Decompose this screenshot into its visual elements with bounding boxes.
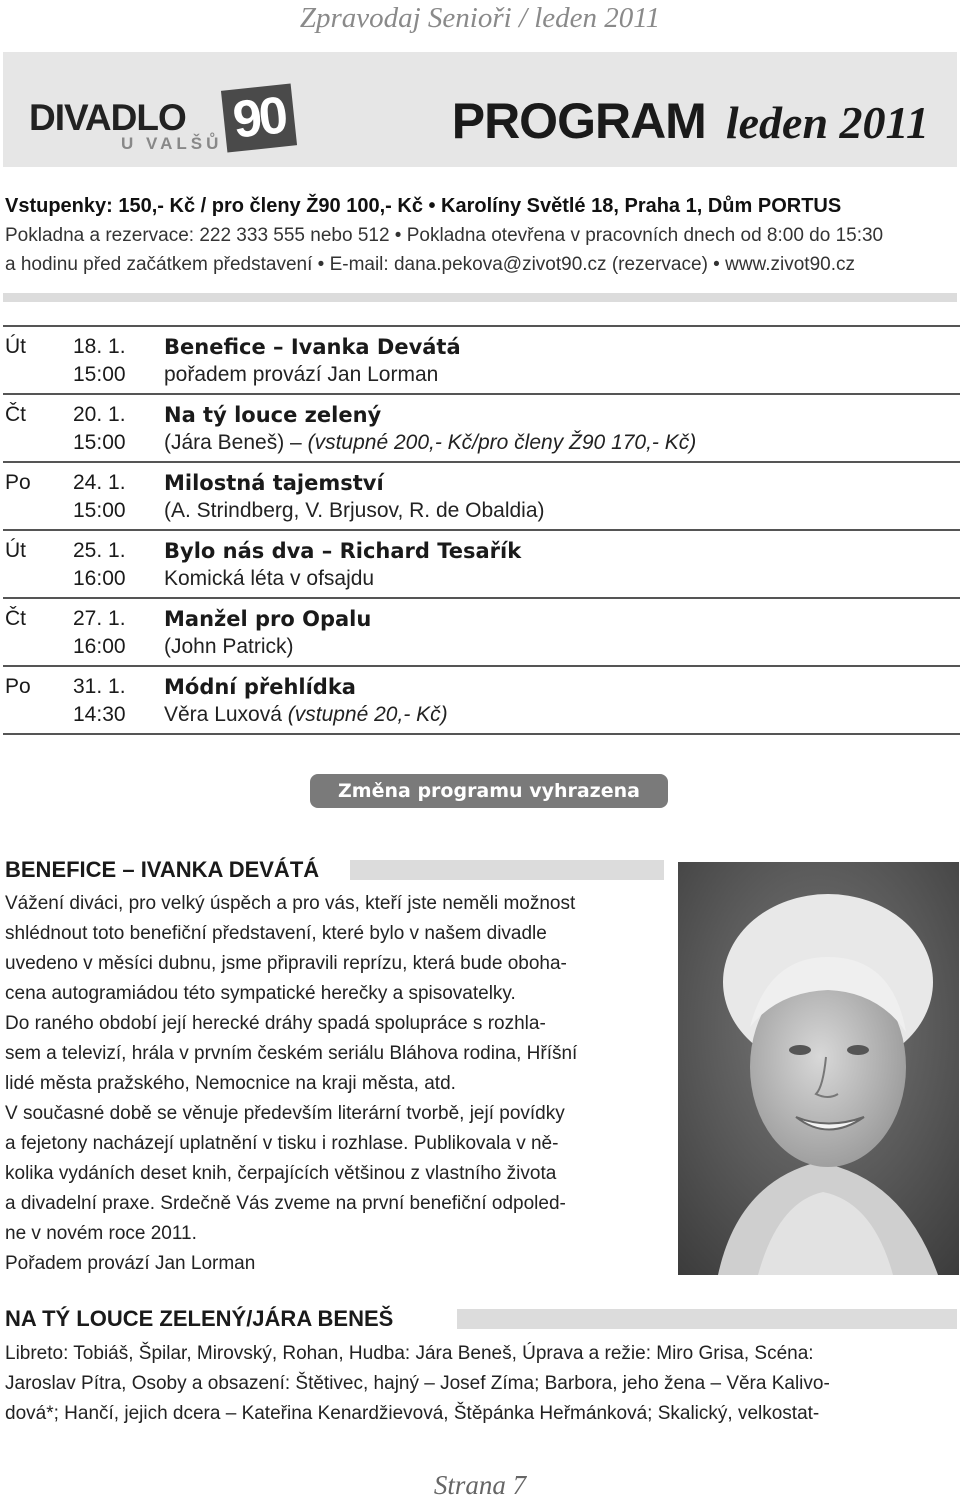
article-line: sem a televizí, hrála v prvním českém seriálu Bláhova rodina, Hříšní [5, 1043, 578, 1064]
schedule-subtitle-text: Komická léta v ofsajdu [164, 567, 375, 590]
running-title: Zpravodaj Senioři / leden 2011 [299, 2, 661, 34]
heading-bar [457, 1309, 957, 1329]
schedule-date: 31. 1. [73, 675, 126, 698]
schedule-date: 25. 1. [73, 539, 126, 562]
article-line: Libreto: Tobiáš, Špilar, Mirovský, Rohan, Hudba: Jára Beneš, Úprava a režie: Miro Grisa, Scéna: [5, 1343, 814, 1364]
schedule-subtitle-text: (Jára Beneš) – [164, 431, 308, 454]
schedule-subtitle-text: pořadem provází Jan Lorman [164, 363, 439, 386]
running-header [0, 0, 960, 40]
article-line: ne v novém roce 2011. [5, 1223, 197, 1244]
schedule-time: 15:00 [73, 499, 126, 522]
schedule-subtitle [164, 567, 374, 591]
schedule-subtitle-italic: (vstupné 20,- Kč) [287, 703, 448, 726]
heading-bar [350, 860, 664, 880]
schedule-title: Na tý louce zelený [164, 403, 382, 427]
schedule-time: 14:30 [73, 703, 126, 726]
program-change-notice: Změna programu vyhrazena [310, 774, 668, 808]
schedule-subtitle-italic: (vstupné 200,- Kč/pro členy Ž90 170,- Kč) [307, 431, 697, 454]
schedule-title: Milostná tajemství [164, 471, 384, 495]
schedule-title: Benefice – Ivanka Devátá [164, 335, 461, 359]
schedule-day: Út [5, 335, 26, 358]
schedule-date: 20. 1. [73, 403, 126, 426]
schedule-date: 27. 1. [73, 607, 126, 630]
schedule-subtitle-text: (John Patrick) [164, 635, 294, 658]
section-heading-benefice [5, 857, 331, 883]
section-heading-na-ty-louce [5, 1306, 405, 1332]
schedule-row [3, 667, 960, 735]
page-number: Strana 7 [433, 1470, 527, 1500]
program-month: leden 2011 [725, 97, 929, 148]
schedule-subtitle [164, 499, 545, 523]
program-banner [3, 52, 957, 167]
schedule-time: 15:00 [73, 363, 126, 386]
section-heading-text: NA TÝ LOUCE ZELENÝ/JÁRA BENEŠ [5, 1306, 405, 1331]
ticket-info-line-2: Pokladna a rezervace: 222 333 555 nebo 512 • Pokladna otevřena v pracovních dnech od 8:00 do 15:30 [5, 225, 884, 246]
separator-bar [3, 293, 957, 302]
schedule-day: Po [5, 471, 31, 494]
schedule-time: 16:00 [73, 635, 126, 658]
article-line: kolika vydáních deset knih, čerpajících většinou z vlastního života [5, 1163, 557, 1184]
schedule-time: 15:00 [73, 431, 126, 454]
schedule-row [3, 327, 960, 395]
article-line: V současné době se věnuje především literární tvorbě, její povídky [5, 1103, 565, 1124]
logo-uvalsu-text: U VALŠŮ [121, 134, 223, 153]
schedule-day: Čt [5, 403, 26, 426]
schedule-day: Čt [5, 607, 26, 630]
ticket-info-line-3: a hodinu před začátkem představení • E-mail: dana.pekova@zivot90.cz (rezervace) • www.zivot90.cz [5, 254, 855, 275]
schedule-date: 24. 1. [73, 471, 126, 494]
schedule-subtitle [164, 363, 438, 387]
ticket-info [5, 192, 960, 279]
schedule-subtitle-text: Věra Luxová [164, 703, 288, 726]
portrait-photo [678, 862, 959, 1275]
article-line: lidé města pražského, Nemocnice na kraji města, atd. [5, 1073, 456, 1094]
schedule-row [3, 531, 960, 599]
article-line: shlédnout toto benefiční představení, které bylo v našem divadle [5, 923, 547, 944]
article-line: cena autogramiádou této sympatické herečky a spisovatelky. [5, 983, 516, 1004]
ticket-info-line-1: Vstupenky: 150,- Kč / pro členy Ž90 100,- Kč • Karolíny Světlé 18, Praha 1, Dům PORTUS [5, 195, 842, 217]
article-line: Jaroslav Pítra, Osoby a obsazení: Štětivec, hajný – Josef Zíma; Barbora, jeho žena – Věra Kalivo- [5, 1373, 830, 1394]
page-footer [0, 1470, 960, 1500]
article-line: a fejetony nacházejí uplatnění v tisku i rozhlase. Publikovala v ně- [5, 1133, 559, 1154]
section-heading-text: BENEFICE – IVANKA DEVÁTÁ [5, 857, 331, 882]
logo-divadlo-text: DIVADLO [29, 97, 186, 138]
schedule-time: 16:00 [73, 567, 126, 590]
schedule-subtitle [164, 431, 696, 455]
schedule-row [3, 463, 960, 531]
schedule-row [3, 395, 960, 463]
program-title [452, 92, 929, 150]
program-word: PROGRAM [451, 93, 706, 149]
schedule-row [3, 599, 960, 667]
portrait-illustration [678, 862, 959, 1275]
schedule-subtitle-text: (A. Strindberg, V. Brjusov, R. de Obaldia) [164, 499, 545, 522]
article-line: Vážení diváci, pro velký úspěch a pro vás, kteří jste neměli možnost [5, 893, 576, 914]
theatre-logo [29, 87, 299, 167]
article-line: Pořadem provází Jan Lorman [5, 1253, 256, 1274]
article-line: Do raného období její herecké dráhy spadá spolupráce s rozhla- [5, 1013, 546, 1034]
schedule-subtitle [164, 703, 448, 727]
article-line: uvedeno v měsíci dubnu, jsme připravili reprízu, která bude oboha- [5, 953, 567, 974]
article-line: dová*; Hančí, jejich dcera – Kateřina Kenardžievová, Štěpánka Heřmánková; Skalický, velkostat- [5, 1403, 820, 1424]
schedule-title: Manžel pro Opalu [164, 607, 372, 631]
na-ty-louce-article [5, 1339, 960, 1429]
schedule-title: Módní přehlídka [164, 675, 356, 699]
benefice-article [5, 889, 670, 1279]
schedule-subtitle [164, 635, 294, 659]
schedule-table [3, 325, 960, 735]
logo-90-badge: 90 [221, 84, 297, 153]
schedule-day: Út [5, 539, 26, 562]
schedule-title: Bylo nás dva – Richard Tesařík [164, 539, 522, 563]
schedule-day: Po [5, 675, 31, 698]
article-line: a divadelní praxe. Srdečně Vás zveme na první benefiční odpoled- [5, 1193, 566, 1214]
schedule-date: 18. 1. [73, 335, 126, 358]
